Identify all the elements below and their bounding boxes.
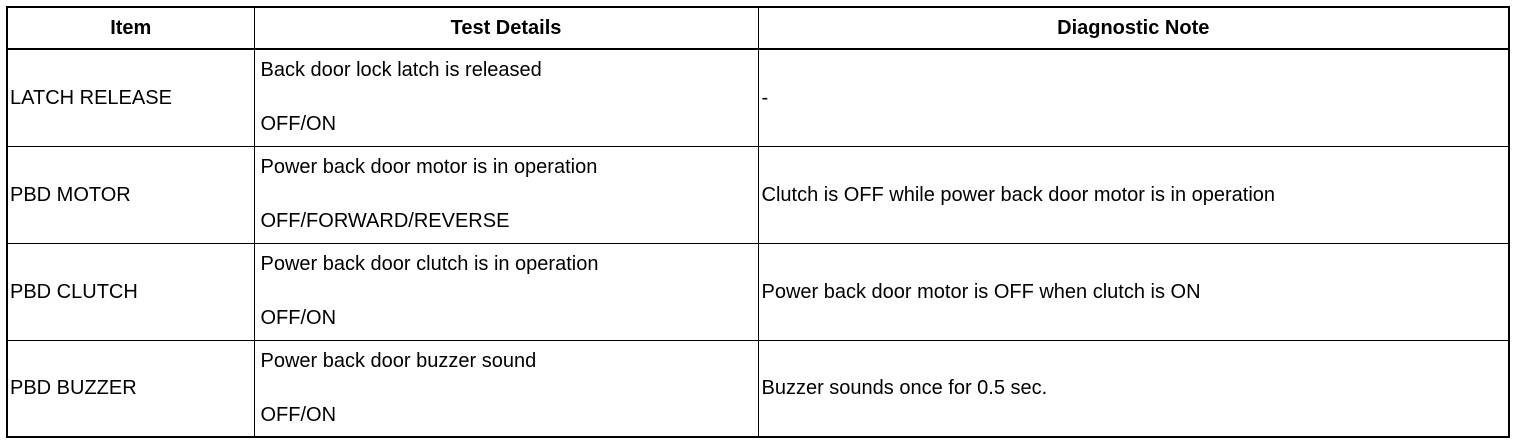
item-cell: PBD BUZZER <box>7 340 254 437</box>
test-description: Back door lock latch is released <box>260 59 542 81</box>
diagnostic-note-cell: Power back door motor is OFF when clutch is ON <box>758 243 1509 340</box>
column-header-item: Item <box>7 7 254 49</box>
table-header <box>7 7 1509 49</box>
diagnostic-note-cell: Buzzer sounds once for 0.5 sec. <box>758 340 1509 437</box>
test-details-cell <box>254 49 758 146</box>
test-values: OFF/ON <box>260 403 337 426</box>
test-details-cell <box>254 340 758 437</box>
diagnostic-note-cell: - <box>758 49 1509 146</box>
test-details-cell <box>254 243 758 340</box>
item-cell: LATCH RELEASE <box>7 49 254 146</box>
test-description: Power back door motor is in operation <box>260 155 598 178</box>
test-details-cell <box>254 146 758 243</box>
test-values: OFF/ON <box>260 113 337 135</box>
table-row <box>7 146 1509 243</box>
diagnostic-table <box>6 6 1510 438</box>
table-row <box>7 243 1509 340</box>
test-description: Power back door clutch is in operation <box>260 252 599 275</box>
diagnostic-note-cell: Clutch is OFF while power back door motor is in operation <box>758 146 1509 243</box>
test-values: OFF/ON <box>260 306 337 329</box>
column-header-test-details: Test Details <box>254 7 758 49</box>
header-row <box>7 7 1509 49</box>
table-row <box>7 340 1509 437</box>
test-description: Power back door buzzer sound <box>260 349 537 372</box>
document-sheet <box>6 6 1508 436</box>
item-cell: PBD CLUTCH <box>7 243 254 340</box>
item-cell: PBD MOTOR <box>7 146 254 243</box>
column-header-diagnostic-note: Diagnostic Note <box>758 7 1509 49</box>
table-body <box>7 49 1509 437</box>
table-row <box>7 49 1509 146</box>
test-values: OFF/FORWARD/REVERSE <box>260 209 510 232</box>
